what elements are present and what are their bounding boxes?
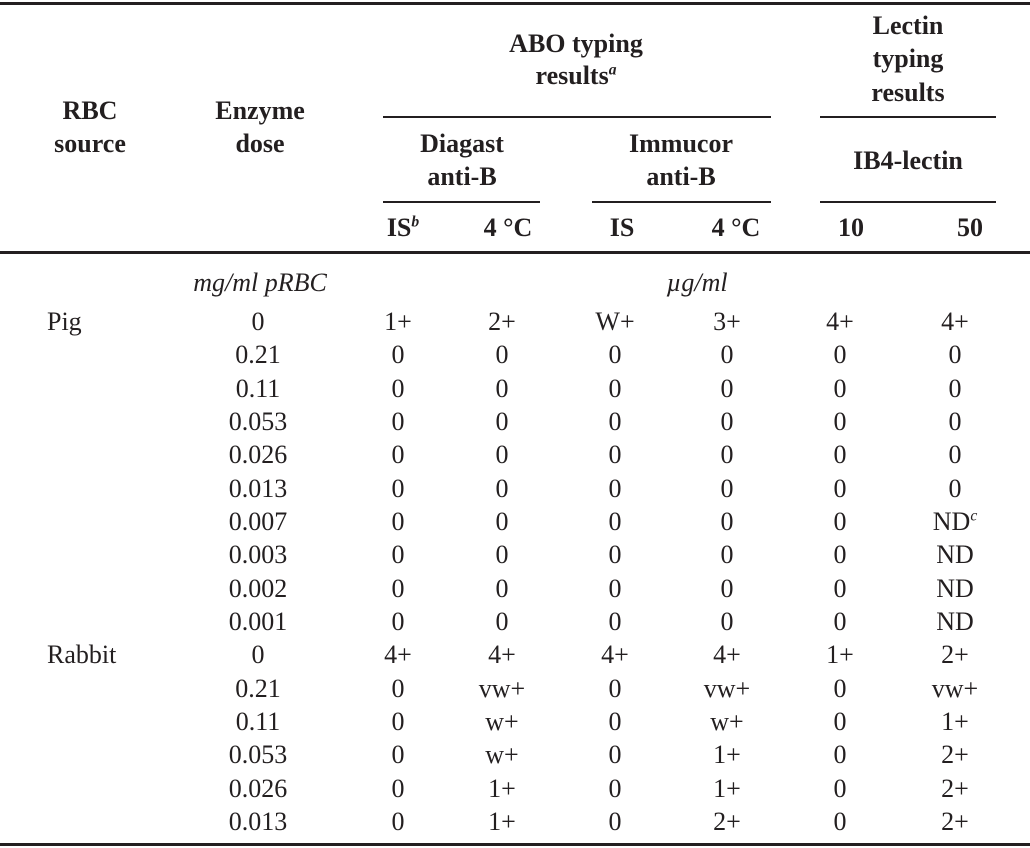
cell-value bbox=[488, 309, 516, 335]
cell-text: 0 bbox=[833, 806, 847, 836]
cell-text: 0 bbox=[833, 606, 847, 636]
cell-value bbox=[608, 373, 622, 403]
cell-value bbox=[608, 673, 622, 703]
cell-value bbox=[608, 473, 622, 503]
cell-value bbox=[391, 473, 405, 503]
cell-value bbox=[721, 342, 734, 368]
cell-value bbox=[713, 806, 741, 836]
cell-text: 0 bbox=[720, 340, 734, 370]
cell-value bbox=[391, 806, 405, 836]
cell-text: 0 bbox=[948, 373, 962, 403]
cell-text: 0 bbox=[495, 573, 509, 603]
cell-value bbox=[833, 606, 847, 636]
cell-value bbox=[834, 742, 847, 768]
cell-text: 0 bbox=[391, 740, 405, 770]
cell-value bbox=[495, 506, 509, 536]
cell-text: 0 bbox=[833, 573, 847, 603]
cell-rbc-source: Rabbit bbox=[47, 640, 117, 670]
cell-text: 0 bbox=[391, 473, 405, 503]
cell-value bbox=[941, 806, 969, 836]
cell-text: 0 bbox=[495, 506, 509, 536]
cell-text: ND bbox=[936, 606, 974, 636]
cell-value bbox=[710, 706, 744, 736]
cell-value bbox=[495, 373, 509, 403]
cell-value bbox=[720, 573, 734, 603]
cell-text: 0 bbox=[833, 406, 847, 436]
cell-text: w+ bbox=[485, 740, 519, 770]
subheader-diagast-is bbox=[387, 215, 419, 241]
cell-value bbox=[713, 642, 741, 668]
cell-text: 0 bbox=[720, 606, 734, 636]
header-lectin-line3: results bbox=[871, 78, 945, 107]
cell-text: 2+ bbox=[941, 740, 969, 770]
cell-value bbox=[609, 442, 622, 468]
cell-enzyme-dose: 0.003 bbox=[228, 540, 288, 570]
cell-enzyme-dose: 0.007 bbox=[228, 506, 288, 536]
cell-value bbox=[833, 706, 847, 736]
cell-text: 0 bbox=[495, 373, 509, 403]
cell-enzyme-dose: 0.026 bbox=[228, 773, 288, 803]
cell-value bbox=[391, 406, 405, 436]
cell-value bbox=[608, 773, 622, 803]
cell-value bbox=[496, 442, 509, 468]
cell-value bbox=[495, 473, 509, 503]
cell-text: 0 bbox=[720, 540, 734, 570]
cell-value bbox=[941, 642, 969, 668]
cell-text: 0 bbox=[391, 806, 405, 836]
cell-text: 0 bbox=[391, 540, 405, 570]
cell-value bbox=[941, 773, 969, 803]
cell-text: 1+ bbox=[826, 640, 854, 670]
cell-value bbox=[720, 506, 734, 536]
cell-text: 1+ bbox=[941, 706, 969, 736]
cell-value bbox=[932, 506, 978, 536]
cell-value bbox=[496, 542, 509, 568]
cell-value bbox=[931, 673, 979, 703]
cell-value bbox=[720, 606, 734, 636]
cell-text: 0 bbox=[495, 473, 509, 503]
header-rbc-source-line2: source bbox=[54, 129, 126, 158]
cell-value bbox=[949, 342, 962, 368]
cell-enzyme-dose: 0.013 bbox=[228, 473, 288, 503]
cell-text: 0 bbox=[608, 373, 622, 403]
cell-text: 4+ bbox=[941, 307, 969, 336]
cell-text: vw+ bbox=[931, 673, 979, 703]
cell-text: 0 bbox=[720, 506, 734, 536]
cell-enzyme-dose: 0.026 bbox=[228, 440, 288, 470]
cell-value bbox=[485, 706, 519, 736]
cell-text: 0 bbox=[833, 373, 847, 403]
cell-text: 0 bbox=[391, 606, 405, 636]
cell-text: 2+ bbox=[488, 307, 516, 336]
cell-enzyme-dose: 0.21 bbox=[235, 340, 281, 370]
cell-text: 0 bbox=[948, 440, 962, 470]
cell-value bbox=[488, 806, 516, 836]
cell-value bbox=[721, 442, 734, 468]
cell-enzyme-dose: 0.11 bbox=[235, 373, 281, 403]
cell-text: vw+ bbox=[703, 673, 751, 703]
cell-value bbox=[485, 742, 518, 768]
cell-text: 0 bbox=[720, 440, 734, 470]
cell-value bbox=[721, 542, 734, 568]
cell-text: W+ bbox=[595, 307, 635, 336]
top-rule bbox=[0, 2, 1030, 5]
cell-text: 0 bbox=[608, 473, 622, 503]
cell-enzyme-dose: 0 bbox=[251, 307, 265, 336]
header-bottom-rule bbox=[0, 251, 1030, 254]
units-lectin: µg/ml bbox=[666, 268, 728, 297]
cell-value bbox=[936, 606, 974, 636]
cell-value bbox=[608, 606, 622, 636]
cell-text: 1+ bbox=[713, 740, 741, 770]
footnote-c: c bbox=[970, 507, 978, 525]
cell-value bbox=[392, 542, 405, 568]
cell-value bbox=[720, 473, 734, 503]
cell-value bbox=[595, 309, 634, 335]
cell-value bbox=[833, 373, 847, 403]
cell-value bbox=[703, 673, 751, 703]
cell-text: 4+ bbox=[826, 307, 854, 336]
cell-text: 0 bbox=[391, 406, 405, 436]
cell-value bbox=[488, 642, 516, 668]
cell-text: ND bbox=[936, 573, 974, 603]
cell-enzyme-dose: 0 bbox=[251, 640, 265, 670]
cell-enzyme-dose: 0.053 bbox=[228, 406, 288, 436]
cell-enzyme-dose: 0.21 bbox=[235, 673, 281, 703]
cell-value bbox=[941, 309, 969, 335]
immucor-rule bbox=[592, 201, 771, 203]
cell-text: 0 bbox=[608, 806, 622, 836]
cell-text: 0 bbox=[720, 573, 734, 603]
cell-value bbox=[609, 542, 622, 568]
cell-text: 0 bbox=[608, 440, 622, 470]
cell-value bbox=[713, 773, 741, 803]
cell-value bbox=[392, 342, 405, 368]
cell-value bbox=[391, 706, 405, 736]
cell-value bbox=[826, 642, 854, 668]
cell-text: 0 bbox=[391, 706, 405, 736]
cell-value bbox=[948, 373, 962, 403]
lectin-group-rule bbox=[820, 116, 996, 118]
header-diagast-line2: anti-B bbox=[427, 162, 497, 191]
cell-value bbox=[948, 473, 962, 503]
cell-value bbox=[391, 606, 405, 636]
cell-value bbox=[833, 406, 847, 436]
subheader-label: IS bbox=[386, 213, 412, 242]
cell-text: 0 bbox=[608, 573, 622, 603]
cell-text: vw+ bbox=[478, 673, 526, 703]
cell-value bbox=[834, 442, 847, 468]
cell-text: 0 bbox=[833, 673, 847, 703]
header-enzyme-dose-line1: Enzyme bbox=[215, 96, 305, 125]
cell-text: 0 bbox=[833, 506, 847, 536]
cell-text: w+ bbox=[485, 706, 519, 736]
cell-value bbox=[608, 706, 622, 736]
cell-text: 0 bbox=[391, 340, 405, 370]
cell-value bbox=[495, 606, 509, 636]
header-diagast-line1: Diagast bbox=[420, 129, 504, 158]
cell-text: 0 bbox=[608, 540, 622, 570]
cell-text: 0 bbox=[833, 740, 847, 770]
cell-value bbox=[391, 673, 405, 703]
cell-value bbox=[601, 642, 629, 668]
cell-value bbox=[833, 473, 847, 503]
subheader-diagast-4c: 4 °C bbox=[483, 213, 533, 242]
cell-text: 4+ bbox=[384, 640, 412, 670]
cell-enzyme-dose: 0.002 bbox=[228, 573, 288, 603]
header-immucor-line2: anti-B bbox=[646, 162, 716, 191]
subheader-ib4-10: 10 bbox=[838, 213, 864, 242]
cell-text: 1+ bbox=[713, 773, 741, 803]
footnote-a: a bbox=[608, 61, 617, 79]
cell-value bbox=[941, 706, 969, 736]
header-lectin-line2: typing bbox=[872, 44, 944, 73]
cell-value bbox=[720, 373, 734, 403]
cell-text: w+ bbox=[710, 706, 744, 736]
cell-value bbox=[495, 573, 509, 603]
header-rbc-source-line1: RBC bbox=[62, 96, 118, 125]
cell-text: 1+ bbox=[384, 307, 412, 336]
cell-value bbox=[392, 442, 405, 468]
cell-text: 0 bbox=[391, 506, 405, 536]
cell-text: 0 bbox=[833, 706, 847, 736]
cell-text: 0 bbox=[495, 540, 509, 570]
cell-value bbox=[609, 342, 622, 368]
subheader-immucor-is: IS bbox=[609, 213, 635, 242]
cell-rbc-source: Pig bbox=[47, 307, 82, 336]
header-abo-line1: ABO typing bbox=[509, 29, 643, 58]
cell-value bbox=[833, 773, 847, 803]
cell-text: 4+ bbox=[713, 640, 741, 670]
cell-value bbox=[826, 309, 854, 335]
cell-value bbox=[391, 573, 405, 603]
cell-text: 0 bbox=[948, 340, 962, 370]
cell-text: 0 bbox=[608, 673, 622, 703]
cell-text: 0 bbox=[608, 506, 622, 536]
subheader-immucor-4c: 4 °C bbox=[711, 213, 761, 242]
cell-enzyme-dose: 0.013 bbox=[228, 806, 288, 836]
cell-text: 0 bbox=[833, 473, 847, 503]
cell-value bbox=[834, 342, 847, 368]
cell-text: 0 bbox=[495, 340, 509, 370]
cell-text: 0 bbox=[948, 473, 962, 503]
cell-text: 0 bbox=[608, 406, 622, 436]
cell-value bbox=[384, 309, 412, 335]
cell-text: 0 bbox=[608, 740, 622, 770]
abo-group-rule bbox=[383, 116, 771, 118]
cell-value bbox=[713, 309, 741, 335]
header-ib4-lectin: IB4-lectin bbox=[853, 146, 963, 175]
header-immucor-line1: Immucor bbox=[629, 129, 733, 158]
cell-value bbox=[392, 742, 405, 768]
cell-value bbox=[495, 406, 509, 436]
header-lectin-line1: Lectin bbox=[872, 11, 944, 40]
cell-text: 4+ bbox=[601, 640, 629, 670]
ib4-rule bbox=[820, 201, 996, 203]
units-enzyme: mg/ml pRBC bbox=[193, 268, 327, 297]
cell-enzyme-dose: 0.053 bbox=[228, 740, 288, 770]
cell-text: 0 bbox=[720, 373, 734, 403]
cell-text: 0 bbox=[833, 340, 847, 370]
cell-enzyme-dose: 0.11 bbox=[235, 706, 281, 736]
cell-value bbox=[608, 573, 622, 603]
header-abo-line2 bbox=[536, 63, 617, 89]
cell-text: 0 bbox=[495, 606, 509, 636]
cell-text: 0 bbox=[720, 406, 734, 436]
cell-value bbox=[936, 573, 974, 603]
cell-value bbox=[609, 742, 622, 768]
cell-value bbox=[713, 742, 741, 768]
cell-text: 0 bbox=[833, 440, 847, 470]
header-enzyme-dose-line2: dose bbox=[235, 129, 285, 158]
cell-text: 4+ bbox=[488, 640, 516, 670]
cell-value bbox=[488, 773, 516, 803]
cell-text: 0 bbox=[608, 340, 622, 370]
cell-text: 2+ bbox=[941, 773, 969, 803]
cell-text: 0 bbox=[948, 406, 962, 436]
cell-enzyme-dose: 0.001 bbox=[228, 606, 288, 636]
cell-text: 0 bbox=[495, 440, 509, 470]
footnote-b: b bbox=[411, 213, 420, 231]
cell-text: 2+ bbox=[941, 806, 969, 836]
cell-value bbox=[384, 642, 412, 668]
cell-value bbox=[833, 573, 847, 603]
cell-text: 0 bbox=[391, 573, 405, 603]
cell-value bbox=[608, 506, 622, 536]
cell-text: 0 bbox=[608, 606, 622, 636]
cell-value bbox=[391, 373, 405, 403]
cell-value bbox=[833, 806, 847, 836]
cell-text: 2+ bbox=[941, 640, 969, 670]
cell-text: ND bbox=[936, 540, 974, 570]
cell-value bbox=[941, 742, 969, 768]
cell-text: 0 bbox=[833, 540, 847, 570]
cell-value bbox=[833, 673, 847, 703]
subheader-ib4-50: 50 bbox=[957, 213, 983, 242]
cell-value bbox=[608, 406, 622, 436]
cell-value bbox=[936, 542, 974, 568]
cell-text: 0 bbox=[391, 373, 405, 403]
cell-value bbox=[949, 442, 962, 468]
cell-value bbox=[496, 342, 509, 368]
cell-text: 0 bbox=[495, 406, 509, 436]
cell-text: 0 bbox=[391, 673, 405, 703]
cell-text: 3+ bbox=[713, 307, 741, 336]
cell-value bbox=[608, 806, 622, 836]
cell-value bbox=[833, 506, 847, 536]
diagast-rule bbox=[383, 201, 540, 203]
cell-text: 0 bbox=[608, 773, 622, 803]
cell-text: 2+ bbox=[713, 806, 741, 836]
cell-text: 0 bbox=[833, 773, 847, 803]
cell-text: 1+ bbox=[488, 806, 516, 836]
cell-value bbox=[948, 406, 962, 436]
bottom-rule bbox=[0, 843, 1030, 846]
cell-text: 1+ bbox=[488, 773, 516, 803]
cell-value bbox=[478, 673, 526, 703]
cell-text: 0 bbox=[391, 440, 405, 470]
header-abo-results: results bbox=[535, 61, 609, 90]
cell-text: 0 bbox=[720, 473, 734, 503]
cell-value bbox=[391, 506, 405, 536]
cell-value bbox=[720, 406, 734, 436]
cell-value bbox=[391, 773, 405, 803]
cell-text: 0 bbox=[608, 706, 622, 736]
cell-text: 0 bbox=[391, 773, 405, 803]
cell-value bbox=[834, 542, 847, 568]
cell-text: ND bbox=[932, 506, 971, 536]
